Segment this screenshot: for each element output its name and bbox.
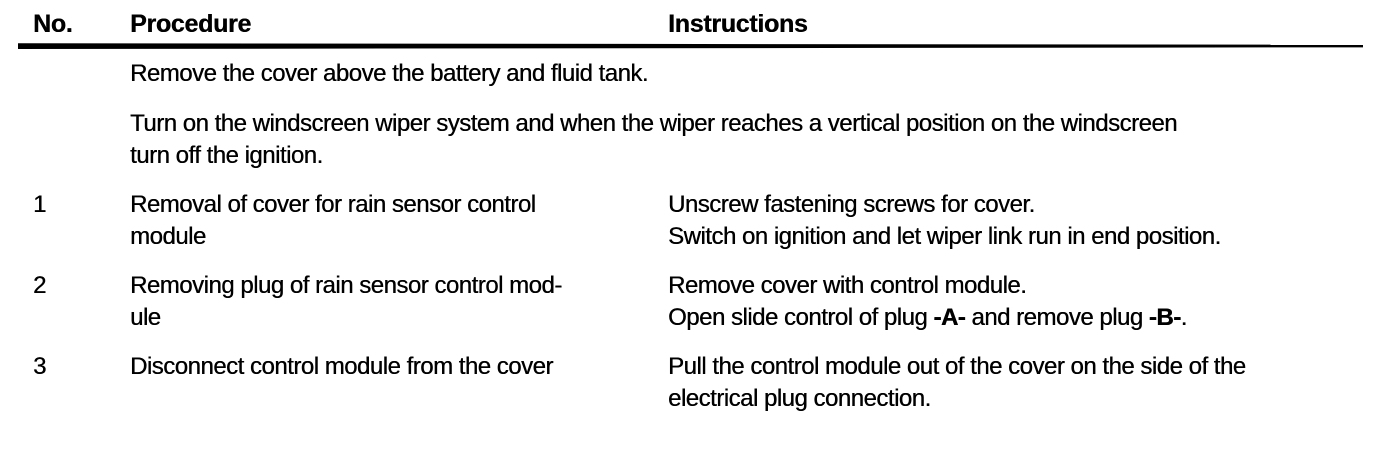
column-header-procedure: Procedure [130,10,251,38]
text-segment: 3 [33,353,46,380]
row-number-cell [33,189,130,221]
text-segment: Switch on ignition and let wiper link run in end position. [668,223,1221,250]
text-segment: turn off the ignition. [130,142,323,169]
procedure-cell [130,189,668,253]
intro-text-line [130,108,1364,140]
procedure-text-line [130,351,668,383]
instruction-text-line [668,302,1364,334]
text-segment: Remove cover with control module. [668,272,1027,299]
row-number [33,189,130,221]
procedure-text-line [130,189,668,221]
table-row [33,351,1364,415]
table-row [33,270,1364,334]
text-segment: . [1180,304,1187,331]
column-header-instructions: Instructions [668,10,808,38]
table-row [33,189,1364,253]
text-segment: Pull the control module out of the cover on the side of the [668,353,1246,380]
instructions-cell [668,351,1364,415]
text-segment: ule [130,304,161,331]
instruction-text-line [668,351,1364,383]
text-segment: and remove plug [965,304,1149,331]
bold-reference-label: -B- [1148,304,1181,331]
instruction-text-line [668,383,1364,415]
row-number-cell [33,351,130,383]
procedure-cell [130,270,668,334]
row-number-cell [33,58,130,59]
instructions-cell [668,270,1364,334]
text-segment: Unscrew fastening screws for cover. [668,191,1035,218]
instructions-cell [668,189,1364,253]
text-segment: 1 [33,191,46,218]
text-segment: Remove the cover above the battery and fluid tank. [130,60,648,87]
row-number-cell [33,108,130,109]
intro-step-row [33,58,1364,90]
numbered-rows-section [33,189,1364,415]
table-header-row [33,8,1364,40]
text-segment: 2 [33,272,46,299]
bold-reference-label: -A- [933,304,966,331]
instruction-text-line [668,221,1364,253]
text-segment: module [130,223,206,250]
instruction-text-line [668,270,1364,302]
text-segment: Removal of cover for rain sensor control [130,191,536,218]
procedure-text-line [130,221,668,253]
row-number-cell [33,270,130,302]
instruction-text-line [668,189,1364,221]
intro-step-cell [130,58,1364,90]
intro-text-line [130,58,1364,90]
row-number [33,351,130,383]
text-segment: electrical plug connection. [668,385,931,412]
procedure-cell [130,351,668,383]
row-number [33,270,130,302]
header-rule [18,43,1363,49]
procedure-text-line [130,270,668,302]
procedure-text-line [130,302,668,334]
column-header-no: No. [33,10,73,38]
intro-steps-section [33,58,1364,172]
intro-step-cell [130,108,1364,172]
intro-text-line [130,140,1364,172]
text-segment: Disconnect control module from the cover [130,353,553,380]
text-segment: Open slide control of plug [668,304,934,331]
text-segment: Removing plug of rain sensor control mod- [130,272,562,299]
text-segment: Turn on the windscreen wiper system and when the wiper reaches a vertical position on the windscreen [130,110,1178,137]
intro-step-row [33,108,1364,172]
